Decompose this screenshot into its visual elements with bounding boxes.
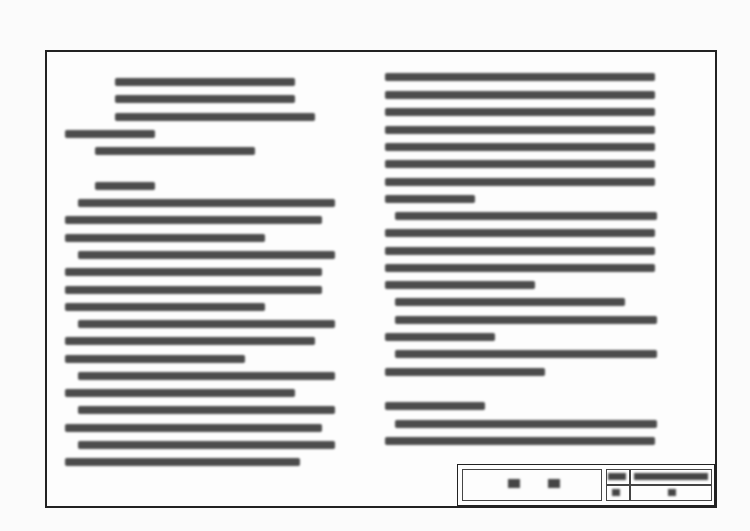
rightcol-text-line	[385, 247, 655, 255]
rightcol-text-line	[385, 160, 655, 168]
rightcol-text-line	[385, 126, 655, 134]
leftcol-text-line	[95, 182, 155, 190]
rightcol-text-line	[385, 143, 655, 151]
leftcol-text-line	[78, 406, 335, 414]
title-text-mark	[508, 479, 520, 488]
rightcol-text-line	[395, 316, 657, 324]
leftcol-text-line	[65, 458, 300, 466]
rightcol-text-line	[395, 350, 657, 358]
leftcol-text-line	[78, 199, 335, 207]
rightcol-text-line	[385, 91, 655, 99]
rightcol-text-line	[385, 402, 485, 410]
leftcol-text-line	[65, 355, 245, 363]
leftcol-text-line	[65, 286, 322, 294]
leftcol-text-line	[65, 303, 265, 311]
rightcol-text-line	[395, 298, 625, 306]
rightcol-text-line	[385, 178, 655, 186]
page-label-mark	[612, 489, 620, 496]
leftcol-text-line	[65, 337, 315, 345]
leftcol-text-line	[65, 234, 265, 242]
leftcol-text-line	[95, 147, 255, 155]
title-block	[457, 464, 715, 506]
leftcol-text-line	[65, 424, 322, 432]
rightcol-text-line	[385, 437, 655, 445]
leftcol-text-line	[78, 372, 335, 380]
rightcol-text-line	[385, 73, 655, 81]
leftcol-text-line	[115, 78, 295, 86]
leftcol-text-line	[115, 95, 295, 103]
atlas-no-value-mark	[634, 473, 708, 480]
leftcol-text-line	[65, 130, 155, 138]
leftcol-text-line	[115, 113, 315, 121]
atlas-no-mark	[608, 473, 626, 480]
rightcol-text-line	[385, 368, 545, 376]
title-text-mark-2	[548, 479, 560, 488]
title-cell	[462, 469, 602, 501]
leftcol-text-line	[65, 216, 322, 224]
leftcol-text-line	[65, 268, 322, 276]
rightcol-text-line	[385, 195, 475, 203]
leftcol-text-line	[78, 441, 335, 449]
leftcol-text-line	[78, 251, 335, 259]
rightcol-text-line	[385, 281, 535, 289]
rightcol-text-line	[385, 229, 655, 237]
rightcol-text-line	[395, 212, 657, 220]
page-value-mark	[668, 489, 676, 496]
rightcol-text-line	[385, 108, 655, 116]
rightcol-text-line	[385, 264, 655, 272]
rightcol-text-line	[385, 333, 495, 341]
leftcol-text-line	[78, 320, 335, 328]
leftcol-text-line	[65, 389, 295, 397]
rightcol-text-line	[395, 420, 657, 428]
